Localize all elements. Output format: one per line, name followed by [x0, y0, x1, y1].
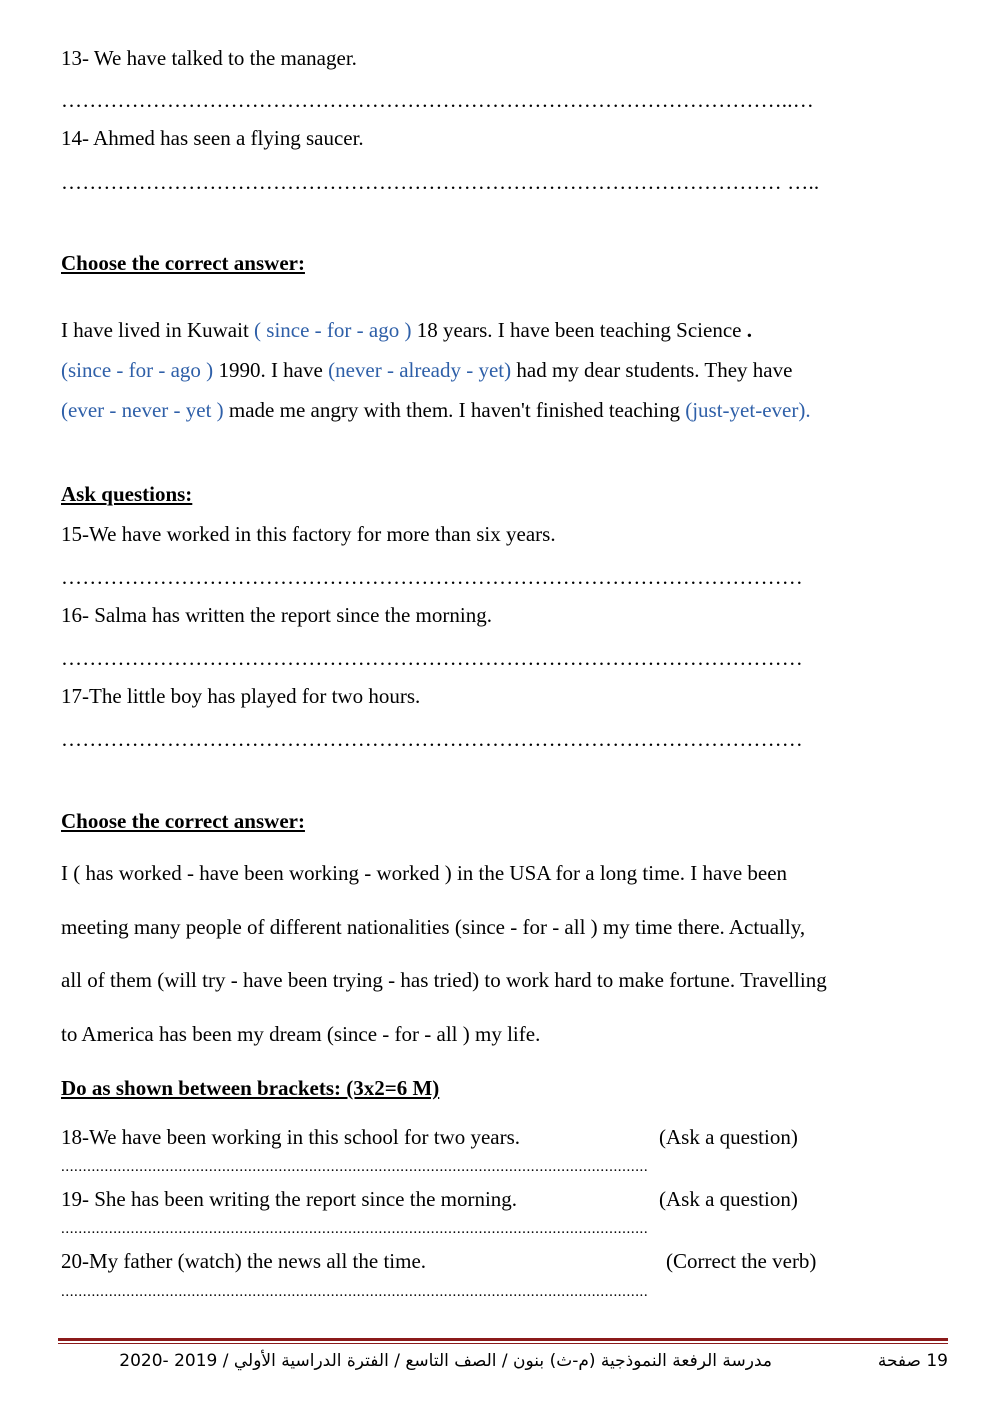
question-15: 15-We have worked in this factory for more than six years.	[61, 522, 556, 546]
answer-line-15: ……………………………………………………………………………………………	[61, 565, 803, 589]
period: .	[746, 318, 752, 342]
footer-rule	[58, 1338, 948, 1341]
options: (never - already - yet)	[328, 358, 512, 382]
instruction-19: (Ask a question)	[659, 1187, 798, 1211]
options: ( since - for - ago )	[254, 318, 412, 342]
footer-rule-thin	[58, 1343, 948, 1344]
section-heading-choose-1: Choose the correct answer:	[61, 251, 305, 275]
paragraph2-line-1: I ( has worked - have been working - worked ) in the USA for a long time. I have been	[61, 861, 788, 885]
answer-line-13: …………………………………………………………………………………………..…	[61, 88, 814, 112]
text: 18 years. I have been teaching Science	[411, 318, 747, 342]
answer-line-19: .......................................................................................................................................	[61, 1221, 649, 1237]
paragraph-line-2	[61, 360, 792, 381]
section-heading-do-as: Do as shown between brackets: (3x2=6 M)	[61, 1076, 440, 1100]
question-14: 14- Ahmed has seen a flying saucer.	[61, 126, 364, 150]
answer-line-17: ……………………………………………………………………………………………	[61, 727, 803, 751]
answer-line-16: ……………………………………………………………………………………………	[61, 646, 803, 670]
answer-line-14: ………………………………………………………………………………………… …..	[61, 170, 820, 194]
question-16: 16- Salma has written the report since the morning.	[61, 603, 492, 627]
text: 1990. I have	[213, 358, 329, 382]
instruction-20: (Correct the verb)	[666, 1249, 817, 1273]
paragraph2-line-3: all of them (will try - have been trying - has tried) to work hard to make fortune. Travelling	[61, 968, 827, 992]
options: (since - for - ago )	[61, 358, 214, 382]
text: I have lived in Kuwait	[61, 318, 255, 342]
paragraph-line-1	[61, 320, 752, 341]
options: (just-yet-ever)	[685, 398, 806, 422]
section-heading-ask: Ask questions:	[61, 482, 193, 506]
section-heading-choose-2: Choose the correct answer:	[61, 809, 305, 833]
paragraph2-line-4: to America has been my dream (since - for - all ) my life.	[61, 1022, 541, 1046]
paragraph2-line-2: meeting many people of different nationalities (since - for - all ) my time there. Actually,	[61, 915, 806, 939]
footer-page-number: 19 صفحة	[877, 1351, 948, 1371]
question-13: 13- We have talked to the manager.	[61, 46, 357, 70]
options: (ever - never - yet )	[61, 398, 224, 422]
text: had my dear students. They have	[511, 358, 793, 382]
question-17: 17-The little boy has played for two hours.	[61, 684, 421, 708]
instruction-18: (Ask a question)	[659, 1125, 798, 1149]
answer-line-20: .......................................................................................................................................	[61, 1284, 649, 1300]
paragraph-line-3	[61, 400, 811, 421]
period: .	[805, 398, 811, 422]
question-20: 20-My father (watch) the news all the time.	[61, 1249, 427, 1273]
question-19: 19- She has been writing the report since the morning.	[61, 1187, 518, 1211]
text: made me angry with them. I haven't finished teaching	[223, 398, 686, 422]
answer-line-18: .......................................................................................................................................	[61, 1159, 649, 1175]
question-18: 18-We have been working in this school for two years.	[61, 1125, 521, 1149]
footer-school-info: مدرسة الرفعة النموذجية (م-ث) بنون / الصف التاسع / الفترة الدراسية الأولي / 2019 -2020	[119, 1351, 772, 1371]
